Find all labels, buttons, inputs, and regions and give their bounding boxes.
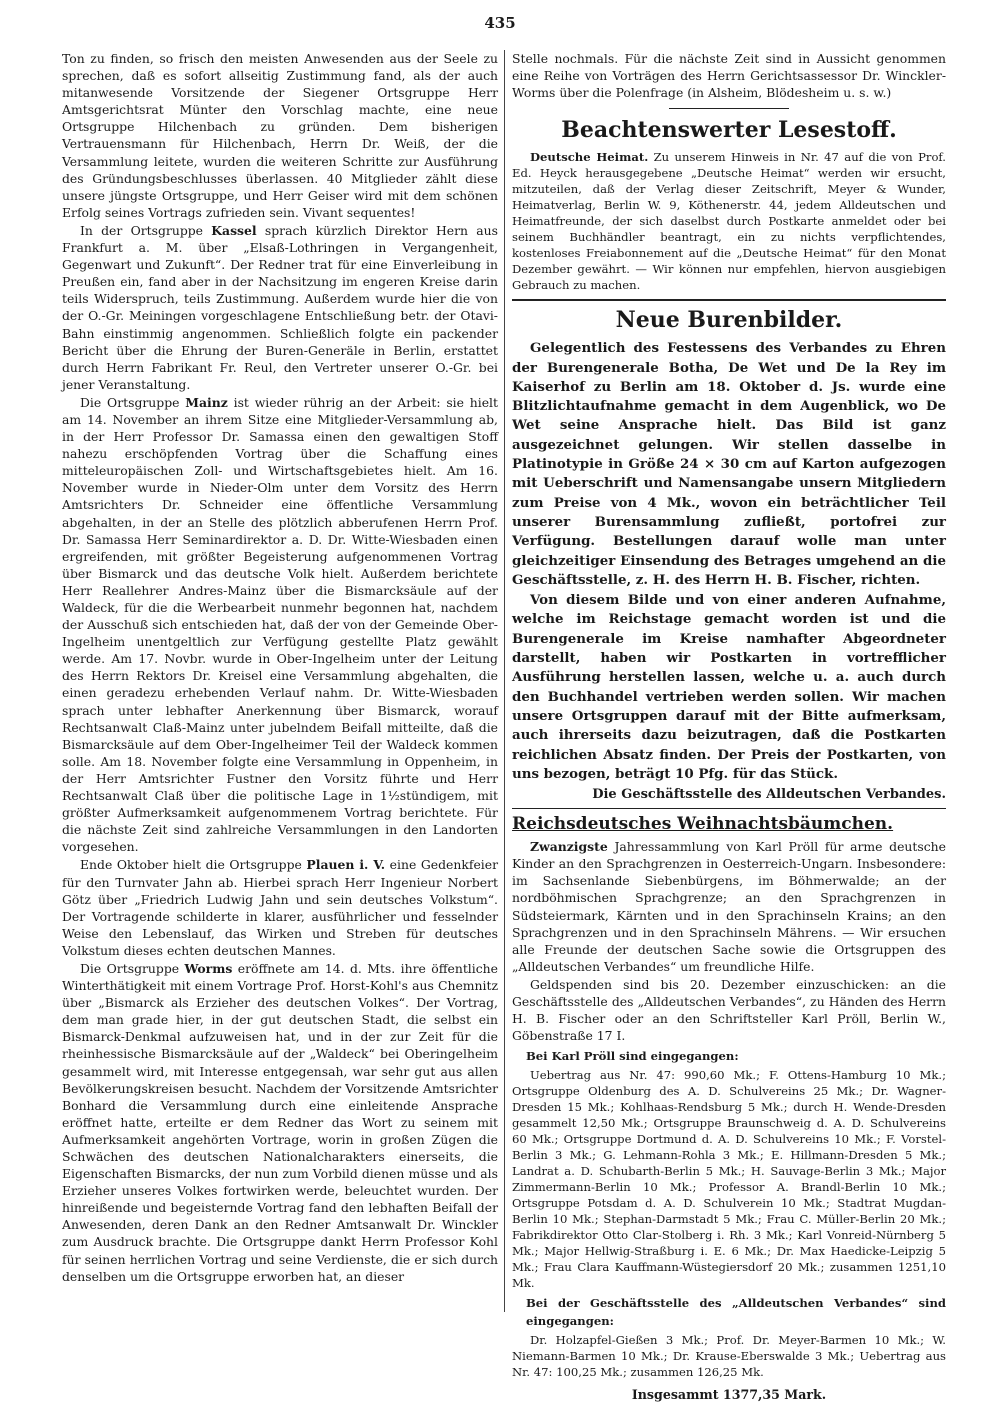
paragraph-mainz: Die Ortsgruppe Mainz ist wieder rührig an der Arbeit: sie hielt am 14. November an ihrem Sitze eine Mitglieder-Versammlung ab, in der Herr Professor Dr. Samassa einen den gewaltigen Stoff nahezu erschöpfenden Vortrag über die Schaffung eines mitteleuropäischen Zoll- und Wirtschaftsgebietes hielt. Am 16. November wurde in Nieder-Olm unter dem Vorsitz des Herrn Amtsrichters Dr. Schneider eine öffentliche Versammlung abgehalten, in der an Stelle des plötzlich abberufenen Herrn Prof. Dr. Samassa Herr Seminardirektor a. D. Dr. Witte-Wiesbaden einen ergreifenden, mit größter Begeisterung aufgenommenen Vortrag über Bismarck und das deutsche Volk hielt. Außerdem berichtete Herr Reallehrer Andres-Mainz über die Bismarcksäule auf der Waldeck, für die die Werbearbeit nunmehr begonnen hat, nachdem der Ausschuß sich entschieden hat, daß der von der Gemeinde Ober-Ingelheim unentgeltlich zur Verfügung gestellte Platz gewählt werde. Am 17. Novbr. wurde in Ober-Ingelheim unter der Leitung des Herrn Rektors Dr. Kreisel eine Versammlung abgehalten, die einen geradezu erhebenden Verlauf nahm. Dr. Witte-Wiesbaden sprach unter lebhafter Anerkennung über Bismarck, worauf Rechtsanwalt Claß-Mainz unter jubelndem Beifall mitteilte, daß die Bismarcksäule auf dem Ober-Ingelheimer Teil der Waldeck kommen solle. Am 18. November folgte eine Versammlung in Oppenheim, in der Herr Amtsrichter Fustner den Vorsitz führte und Herr Rechtsanwalt Claß über die politische Lage in 1½stündigem, mit größter Aufmerksamkeit aufgenommenem Vortrag berichtete. Für die nächste Zeit sind zahlreiche Versammlungen in den Landorten vorgesehen. [62, 394, 499, 855]
donation-list-proell: Uebertrag aus Nr. 47: 990,60 Mk.; F. Ottens-Hamburg 10 Mk.; Ortsgruppe Oldenburg des A. D. Schulvereins 25 Mk.; Dr. Wagner-Dresden 15 Mk.; Kohlhaas-Rendsburg 5 Mk.; durch H. Wende-Dresden gesammelt 12,50 Mk.; Ortsgruppe Braunschweig d. A. D. Schulvereins 60 Mk.; Ortsgruppe Dortmund d. A. D. Schulvereins 10 Mk.; F. Vorstel-Berlin 3 Mk.; G. Lehmann-Rohla 3 Mk.; E. Hillmann-Dresden 5 Mk.; Landrat a. D. Schubarth-Berlin 5 Mk.; H. Sauvage-Berlin 3 Mk.; Major Zimmermann-Berlin 10 Mk.; Professor A. Brandl-Berlin 10 Mk.; Ortsgruppe Potsdam d. A. D. Schulverein 10 Mk.; Stadtrat Mugdan-Berlin 10 Mk.; Stephan-Darmstadt 5 Mk.; Frau C. Müller-Berlin 20 Mk.; Fabrikdirektor Otto Clar-Stolberg i. Rh. 3 Mk.; Karl Vonreid-Nürnberg 5 Mk.; Major Hellwig-Straßburg i. E. 6 Mk.; Dr. Max Haedicke-Leipzig 5 Mk.; Frau Clara Kauffmann-Wüstegiersdorf 20 Mk.; zusammen 1251,10 Mk. [512, 1068, 946, 1291]
paragraph-weihnachts-1: Zwanzigste Jahressammlung von Karl Pröll für arme deutsche Kinder an den Sprachgrenzen in Oesterreich-Ungarn. Insbesondere: im Sachsenlande Siebenbürgens, im Böhmerwalde; an der nordböhmischen Sprachgrenze; an den Sprachgrenzen in Südsteiermark, Kärnten und in den Sprachinseln Krains; an den Sprachgrenzen und in den Sprachinseln Mährens. — Wir ersuchen alle Freunde der deutschen Sache sowie die Ortsgruppen des „Alldeutschen Verbandes“ um freundliche Hilfe. [512, 839, 946, 974]
section-title-lesestoff: Beachtenswerter Lesestoff. [561, 117, 897, 144]
right-column [512, 50, 946, 1403]
lead-zwanzigste: Zwanzigste [530, 839, 608, 855]
paragraph-weihnachts-2: Geldspenden sind bis 20. Dezember einzuschicken: an die Geschäftsstelle des „Alldeutschen Verbandes“, zu Händen des Herrn H. B. Fischer oder an den Schriftsteller Karl Pröll, Berlin W., Göbenstraße 17 I. [512, 976, 946, 1044]
column-divider [504, 50, 505, 1312]
paragraph-burenbilder-1: Gelegentlich des Festessens des Verbandes zu Ehren der Burengenerale Botha, De Wet und De la Rey im Kaiserhof zu Berlin am 18. Oktober d. Js. wurde eine Blitzlichtaufnahme gemacht in dem Augenblick, wo De Wet seine Ansprache hielt. Das Bild ist ganz ausgezeichnet gelungen. Wir stellen dasselbe in Platinotypie in Größe 24 × 30 cm auf Karton aufgezogen mit Ueberschrift und Namensangabe unsern Mitgliedern zum Preise von 4 Mk., wovon ein beträchtlicher Teil unserer Burensammlung zufließt, portofrei zur Verfügung. Bestellungen darauf wolle man unter gleichzeitiger Einsendung des Betrages umgehend an die Geschäftsstelle, z. H. des Herrn H. B. Fischer, richten. [512, 340, 946, 588]
page-number: 435 [484, 14, 516, 32]
paragraph-burenbilder-2: Von diesem Bilde und von einer anderen Aufnahme, welche im Reichstage gemacht worden ist und die Burengenerale im Kreise namhafter Abgeordneter darstellt, haben wir Postkarten in vortrefflicher Ausführung herstellen lassen, welche u. a. auch durch den Buchhandel vertrieben werden sollen. Wir machen unsere Ortsgruppen darauf mit der Bitte aufmerksam, auch ihrerseits dazu beizutragen, daß die Postkarten reichlichen Absatz finden. Der Preis der Postkarten, von uns bezogen, beträgt 10 Pfg. für das Stück. [512, 592, 946, 782]
donation-list-geschaeftsstelle: Dr. Holzapfel-Gießen 3 Mk.; Prof. Dr. Meyer-Barmen 10 Mk.; W. Niemann-Barmen 10 Mk.; Dr. Krause-Eberswalde 3 Mk.; Uebertrag aus Nr. 47: 100,25 Mk.; zusammen 126,25 Mk. [512, 1332, 946, 1379]
separator-thin [512, 808, 946, 809]
city-plauen: Plauen i. V. [306, 857, 386, 873]
section-title-weihnachtsbaeumchen: Reichsdeutsches Weihnachtsbäumchen. [512, 814, 894, 835]
city-worms: Worms [184, 960, 233, 976]
city-mainz: Mainz [185, 394, 228, 410]
city-kassel: Kassel [211, 222, 257, 238]
separator-short [669, 108, 789, 109]
section-title-burenbilder: Neue Burenbilder. [615, 307, 843, 334]
left-column [62, 50, 498, 1286]
paragraph-hilchenbach: Ton zu finden, so frisch den meisten Anwesenden aus der Seele zu sprechen, daß es sofort allseitig Zustimmung fand, als der auch mitanwesende Vorsitzende der Siegener Ortsgruppe Herr Amtsgerichtsrat Münter den Vorschlag machte, eine neue Ortsgruppe Hilchenbach zu gründen. Dem bisherigen Vertrauensmann für Hilchenbach, Herrn Dr. Weiß, der die Versammlung leitete, wurden die weiteren Schritte zur Ausführung des Gründungsbeschlusses überlassen. 40 Mitglieder zählt diese unsere jüngste Ortsgruppe, und Herr Geiser wird mit dem schönen Erfolg seines Vortrags zufrieden sein. Vivant sequentes! [62, 51, 498, 220]
paragraph-worms-continued: Stelle nochmals. Für die nächste Zeit sind in Aussicht genommen eine Reihe von Vorträgen des Herrn Gerichtsassessor Dr. Winckler-Worms über die Polenfrage (in Alsheim, Blödesheim u. s. w.) [512, 51, 946, 101]
separator-full [512, 299, 946, 301]
paragraph-plauen: Ende Oktober hielt die Ortsgruppe Plauen i. V. eine Gedenkfeier für den Turnvater Jahn ab. Hierbei sprach Herr Ingenieur Norbert Götz über „Friedrich Ludwig Jahn und sein deutsches Volkstum“. Der Vortragende schilderte in klarer, ausführlicher und fesselnder Weise den Lebenslauf, das Wirken und Streben für deutsches Volkstum dieses echten deutschen Mannes. [62, 857, 498, 958]
paragraph-deutsche-heimat: Deutsche Heimat. Zu unserem Hinweis in Nr. 47 auf die von Prof. Ed. Heyck herausgegebene „Deutsche Heimat“ werden wir ersucht, mitzuteilen, daß der Verlag dieser Zeitschrift, Meyer & Wunder, Heimatverlag, Berlin W. 9, Köthenerstr. 44, jedem Alldeutschen und Heimatfreunde, der sich daselbst durch Postkarte anmeldet oder bei seinem Buchhändler beantragt, ein zu nichts verpflichtendes, kostenloses Freiabonnement auf die „Deutsche Heimat“ für den Monat Dezember gewährt. — Wir können nur empfehlen, hiervon ausgiebigen Gebrauch zu machen. [512, 150, 946, 293]
donation-total: Insgesammt 1377,35 Mark. [631, 1386, 827, 1402]
signature-geschaeftsstelle: Die Geschäftsstelle des Alldeutschen Verbandes. [592, 787, 946, 803]
paragraph-worms: Die Ortsgruppe Worms eröffnete am 14. d. Mts. ihre öffentliche Winterthätigkeit mit einem Vortrage Prof. Horst-Kohl's aus Chemnitz über „Bismarck als Erzieher des deutschen Volkes“. Der Vortrag, dem man grade hier, in der gut deutschen Stadt, die selbst ein Bismarck-Denkmal aufzuweisen hat, und in der zur Zeit für die rheinhessische Bismarcksäule auf der „Waldeck“ bei Oberingelheim gesammelt wird, mit Interesse entgegensah, war sehr gut aus allen Bevölkerungskreisen besucht. Nachdem der Vorsitzende Amtsrichter Bonhard die Versammlung durch eine einleitende Ansprache eröffnet hatte, erteilte er dem Redner das Wort zu seinem mit Aufmerksamkeit angehörten Vortrage, worin in großen Zügen die Schwächen des deutschen Nationalcharakters einerseits, die Eigenschaften Bismarcks, der nun zum Vorbild dienen müsse und als Erzieher unseres Volkes fortwirken werde, beleuchtet wurden. Der hinreißende und begeisternde Vortrag fand den lebhaften Beifall der Anwesenden, deren Dank an den Redner Amtsanwalt Dr. Winckler zum Ausdruck brachte. Die Ortsgruppe dankt Herrn Professor Kohl für seinen herrlichen Vortrag und seine Verdienste, die er sich durch denselben um die Ortsgruppe erworben hat, an dieser [62, 960, 498, 1284]
donation-list-head-geschaeftsstelle: Bei der Geschäftsstelle des „Alldeutschen Verbandes“ sind eingegangen: [526, 1296, 946, 1328]
paragraph-kassel: In der Ortsgruppe Kassel sprach kürzlich Direktor Hern aus Frankfurt a. M. über „Elsaß-Lothringen in Vergangenheit, Gegenwart und Zukunft“. Der Redner trat für eine Einverleibung in Preußen ein, fand aber in der Nachsitzung im engeren Kreise darin teils Widerspruch, teils Zustimmung. Außerdem wurde hier die von der O.-Gr. Meiningen vorgeschlagene Entschließung betr. der Otavi-Bahn einstimmig angenommen. Schließlich folgte ein packender Bericht über die Ehrung der Buren-Generäle in Berlin, erstattet durch Herrn Fabrikant Fr. Reul, den Vertreter unserer O.-Gr. bei jener Veranstaltung. [62, 222, 498, 392]
lead-deutsche-heimat: Deutsche Heimat. [530, 150, 649, 165]
donation-list-head-proell: Bei Karl Pröll sind eingegangen: [526, 1049, 739, 1064]
